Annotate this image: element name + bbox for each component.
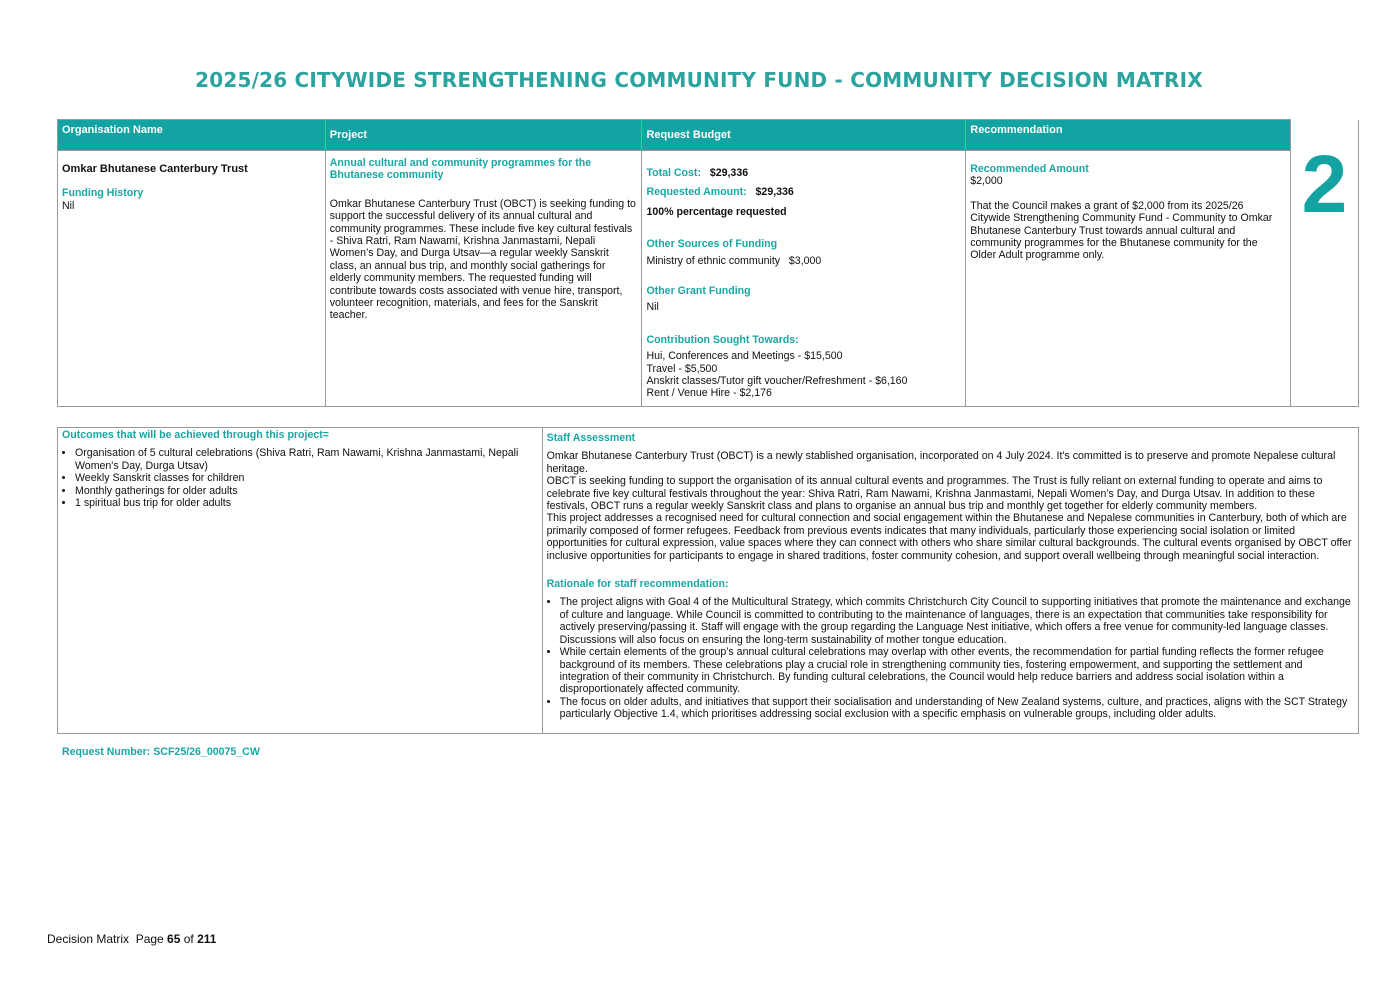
budget-cell	[642, 151, 966, 407]
outcome-item: • 1 spiritual bus trip for older adults	[75, 497, 538, 509]
outcome-item: • Organisation of 5 cultural celebrations (Shiva Ratri, Ram Nawami, Krishna Janmastami, Nepali Women's Day, Durga Utsav)	[75, 447, 538, 472]
org-name: Omkar Bhutanese Canterbury Trust	[62, 163, 248, 175]
page-number: 65	[167, 932, 181, 946]
page-footer	[47, 932, 216, 946]
project-description: Omkar Bhutanese Canterbury Trust (OBCT) is seeking funding to support the successful delivery of its annual cultural and community programmes. These include five key cultural festivals - Shiva Ratri, Ram Nawami, Krishna Janmastami, Nepali Women’s Day, and Durga Utsav—a regular weekly Sanskrit class, an annual bus trip, and monthly social gatherings for elderly community members. The requested funding will contribute towards costs associated with venue hire, transport, volunteer recognition, materials, and fees for the Sanskrit teacher.	[329, 197, 636, 322]
total-pages: 211	[197, 932, 217, 946]
total-cost-label: Total Cost:	[646, 167, 701, 179]
recommendation-text: That the Council makes a grant of $2,000 from its 2025/26 Citywide Strengthening Community Fund - Community to Omkar Bhutanese Canterbury Trust towards annual cultural and community programmes for the Bhutanese community for the Older Adult programme only.	[970, 199, 1273, 262]
page-title: 2025/26 CITYWIDE STRENGTHENING COMMUNITY FUND - COMMUNITY DECISION MATRIX	[195, 68, 1203, 92]
contribution-item: Travel - $5,500	[646, 362, 718, 375]
recommended-amount: $2,000	[970, 175, 1003, 188]
content-row	[58, 151, 1359, 407]
contribution-item: Anskrit classes/Tutor gift voucher/Refreshment - $6,160	[646, 375, 908, 388]
decision-table	[57, 119, 1359, 407]
footer-of: of	[180, 932, 198, 946]
recommended-amount-label: Recommended Amount	[970, 163, 1089, 175]
outcome-item: • Monthly gatherings for older adults	[75, 485, 538, 497]
funding-history: Nil	[62, 199, 75, 212]
other-sources-label: Other Sources of Funding	[646, 238, 778, 251]
other-sources: Ministry of ethnic community $3,000	[646, 254, 822, 267]
assessment-table	[57, 427, 1359, 734]
header-row	[58, 120, 1359, 151]
requested-amount: $29,336	[755, 186, 794, 199]
org-cell	[58, 151, 326, 407]
header-project: Project	[325, 120, 642, 151]
contribution-item: Hui, Conferences and Meetings - $15,500	[646, 350, 843, 363]
staff-paragraph: This project addresses a recognised need for cultural connection and social engagement within the Bhutanese and Nepalese communities in Canterbury, both of which are primarily composed of former refugees. Feedback from previous events indicates that many individuals, particularly those experiencing social isolation or limited opportunities for cultural expression, value spaces where they can connect with others who share similar cultural backgrounds. The cultural events organised by OBCT offer inclusive opportunities for participants to engage in shared traditions, foster community cohesion, and support overall wellbeing through meaningful social interaction.	[546, 512, 1352, 562]
request-number: Request Number: SCF25/26_00075_CW	[62, 746, 260, 758]
staff-paragraph: OBCT is seeking funding to support the organisation of its annual cultural events and programmes. The Trust is fully reliant on external funding to operate and aims to celebrate five key cultural festivals throughout the year: Shiva Ratri, Ram Nawami, Krishna Janmastami, Nepali Women’s Day, and Durga Utsav. In addition to these festivals, OBCT runs a regular weekly Sanskrit class and plans to organise an annual bus trip and monthly get together for elderly community members.	[546, 475, 1323, 513]
header-budget: Request Budget	[642, 120, 966, 151]
outcomes-label: Outcomes that will be achieved through this project=	[62, 429, 329, 441]
footer-prefix: Decision Matrix Page	[47, 932, 168, 946]
contribution-item: Rent / Venue Hire - $2,176	[646, 387, 772, 400]
project-title: Annual cultural and community programmes for the Bhutanese community	[329, 157, 592, 182]
requested-label: Requested Amount:	[646, 186, 747, 199]
other-grant: Nil	[646, 301, 659, 314]
header-org: Organisation Name	[58, 120, 326, 151]
recommendation-cell	[966, 151, 1291, 407]
funding-history-label: Funding History	[62, 187, 144, 200]
staff-assessment-label: Staff Assessment	[546, 432, 636, 444]
staff-paragraph: Omkar Bhutanese Canterbury Trust (OBCT) is a newly stablished organisation, incorporated on 4 July 2024. It's committed is to preserve and promote Nepalese cultural heritage.	[546, 450, 1336, 475]
total-cost: $29,336	[709, 167, 749, 179]
project-cell	[325, 151, 642, 407]
header-recommendation: Recommendation	[966, 120, 1291, 151]
outcome-item: • Weekly Sanskrit classes for children	[75, 472, 538, 484]
rationale-item: • While certain elements of the group’s annual cultural celebrations may overlap with other events, the recommendation for partial funding reflects the former refugee background of its members. These celebrations play a crucial role in strengthening community ties, fostering empowerment, and supporting the settlement and integration of their community in Christchurch. By funding cultural celebrations, the Council would help reduce barriers and address social isolation within a disproportionately affected community.	[560, 646, 1354, 696]
rationale-label: Rationale for staff recommendation:	[546, 578, 729, 591]
percentage-requested: 100% percentage requested	[646, 205, 787, 218]
staff-assessment-cell	[542, 428, 1358, 734]
other-grant-label: Other Grant Funding	[646, 285, 751, 298]
priority-number: 2	[1290, 120, 1358, 407]
contribution-label: Contribution Sought Towards:	[646, 333, 799, 346]
rationale-item: • The focus on older adults, and initiatives that support their socialisation and understanding of New Zealand systems, culture, and practices, aligns with the SCT Strategy particularly Objective 1.4, which prioritises addressing social exclusion with a specific emphasis on vulnerable groups, including older adults.	[560, 696, 1354, 721]
rationale-item: • The project aligns with Goal 4 of the Multicultural Strategy, which commits Christchurch City Council to supporting initiatives that promote the maintenance and exchange of culture and language. While Council is committed to contributing to the maintenance of languages, there is an expectation that communities take responsibility for actively preserving/passing it. Staff will engage with the group regarding the Language Nest initiative, which offers a free venue for community-led language classes. Discussions will also focus on ensuring the long-term sustainability of mother tongue education.	[560, 596, 1354, 646]
outcomes-cell	[58, 428, 543, 734]
